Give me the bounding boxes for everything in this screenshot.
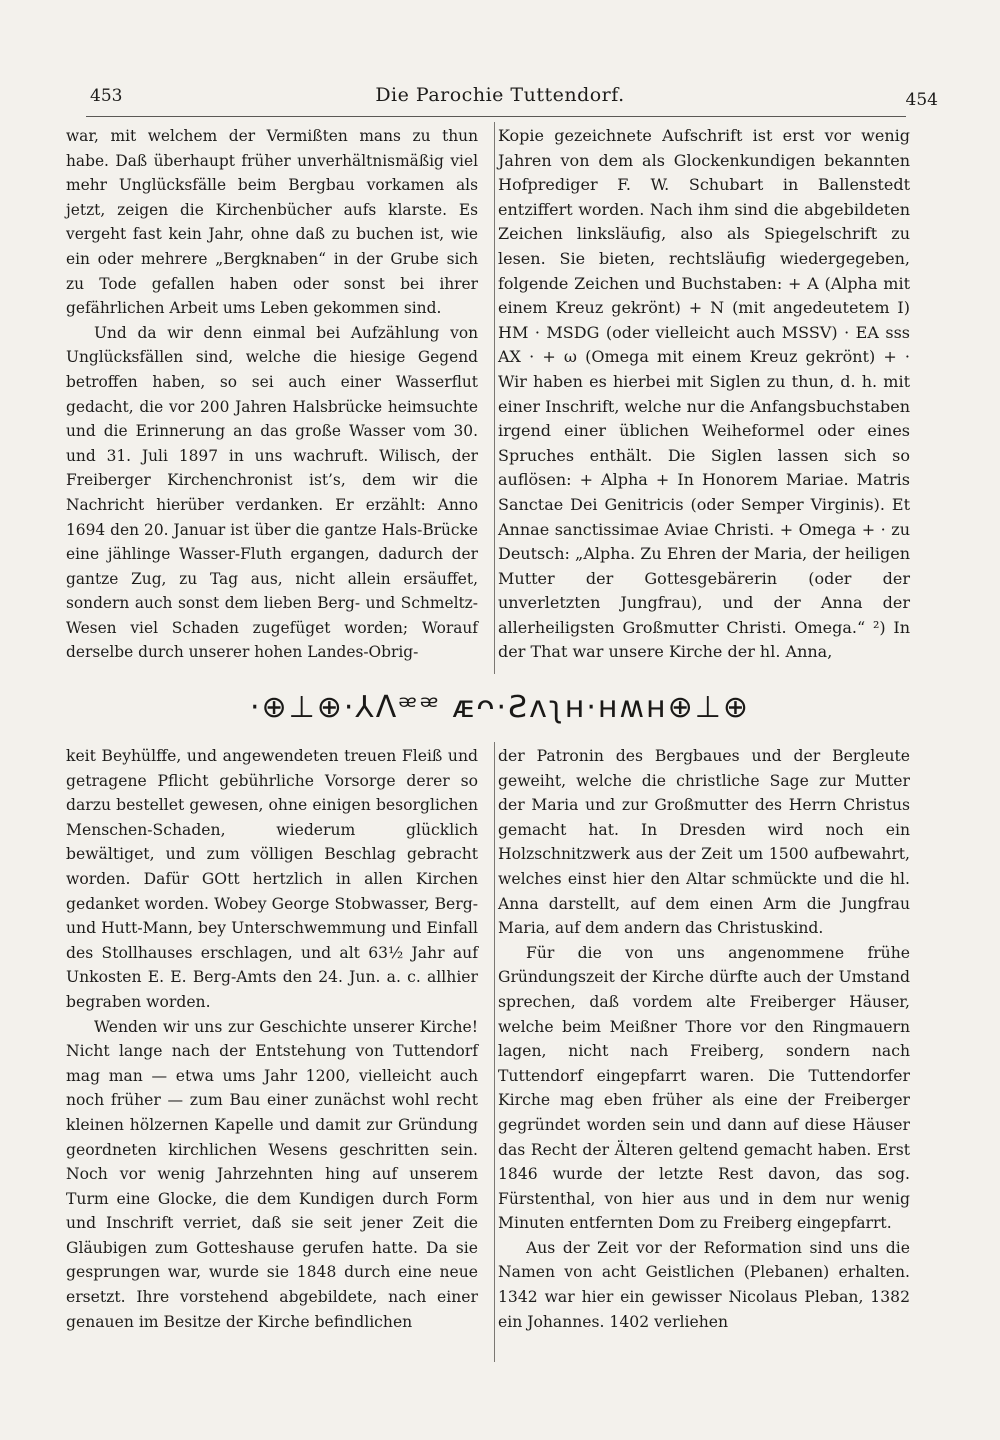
column-divider-bottom [494,742,495,1362]
column-bottom-left [66,744,478,1364]
column-top-right [498,124,910,674]
paragraph: der Patronin des Bergbaues und der Bergleute geweiht, welche die christliche Sage zur Mutter der Maria und zur Großmutter des Herrn Christus gemacht hat. In Dresden wird noch ein Holzschnitzwerk aus der Zeit um 1500 aufbewahrt, welches einst hier den Altar schmückte und die hl. Anna darstellt, auf dem einen Arm die Jungfrau Maria, auf dem andern das Christuskind. [498,747,910,938]
paragraph: Wenden wir uns zur Geschichte unserer Kirche! Nicht lange nach der Entstehung von Tuttendorf mag man — etwa ums Jahr 1200, vielleicht auch noch früher — zum Bau einer zunächst wohl recht kleinen hölzernen Kapelle und damit zur Gründung geordneten kirchlichen Wesens geschritten sein. Noch vor wenig Jahrzehnten hing auf unserem Turm eine Glocke, die dem Kundigen durch Form und Inschrift verriet, daß sie seit jener Zeit die Gläubigen zum Gotteshause gerufen hatte. Da sie gesprungen war, wurde sie 1848 durch eine neue ersetzt. Ihre vorstehend abgebildete, nach einer genauen im Besitze der Kirche befindlichen [66,1017,478,1331]
paragraph: war, mit welchem der Vermißten mans zu thun habe. Daß überhaupt früher unverhältnismäßig viel mehr Unglücksfälle beim Bergbau vorkamen als jetzt, zeigen die Kirchenbücher aufs klarste. Es vergeht fast kein Jahr, ohne daß zu buchen ist, wie ein oder mehrere „Bergknaben“ in der Grube sich zu Tode gefallen haben oder sonst bei ihrer gefährlichen Arbeit ums Leben gekommen sind. [66,127,478,318]
paragraph: Aus der Zeit vor der Reformation sind uns die Namen von acht Geistlichen (Plebanen) erhalten. 1342 war hier ein gewisser Nicolaus Pleban, 1382 ein Johannes. 1402 verliehen [498,1238,910,1331]
page-header [62,82,938,112]
paragraph: Kopie gezeichnete Aufschrift ist erst vor wenig Jahren von dem als Glockenkundigen bekannten Hofprediger F. W. Schubart in Ballenstedt entziffert worden. Nach ihm sind die abgebildeten Zeichen linksläufig, also als Spiegelschrift zu lesen. Sie bieten, rechtsläufig wiedergegeben, folgende Zeichen und Buchstaben: + A (Alpha mit einem Kreuz gekrönt) + N (mit angedeutetem I) HM · MSDG (oder vielleicht auch MSSV) · EA sss AX · + ω (Omega mit einem Kreuz gekrönt) + · Wir haben es hierbei mit Siglen zu thun, d. h. mit einer Inschrift, welche nur die Anfangsbuchstaben irgend einer üblichen Weiheformel oder eines Spruches enthält. Die Siglen lassen sich so auflösen: + Alpha + In Honorem Mariae. Matris Sanctae Dei Genitricis (oder Semper Virginis). Et Annae sanctissimae Aviae Christi. + Omega + · zu Deutsch: „Alpha. Zu Ehren der Maria, der heiligen Mutter der Gottesgebärerin (oder der unverletzten Jungfrau), und der Anna der allerheiligsten Großmutter Christi. Omega.“ ²) In der That war unsere Kirche der hl. Anna, [498,126,910,662]
column-divider-top [494,122,495,674]
paragraph: Für die von uns angenommene frühe Gründungszeit der Kirche dürfte auch der Umstand sprechen, daß vordem alte Freiberger Häuser, welche beim Meißner Thore vor den Ringmauern lagen, nicht nach Freiberg, sondern nach Tuttendorf eingepfarrt waren. Die Tuttendorfer Kirche mag eben früher als eine der Freiberger gegründet worden sein und dann auf diese Häuser das Recht der Älteren geltend gemacht haben. Erst 1846 wurde der letzte Rest davon, das sog. Fürstenthal, von hier aus und in dem nur wenig Minuten entfernten Dom zu Freiberg eingepfarrt. [498,943,910,1233]
page-number-left: 453 [90,86,123,106]
page-number-right: 454 [905,90,938,110]
paragraph: Und da wir denn einmal bei Aufzählung von Unglücksfällen sind, welche die hiesige Gegend betroffen haben, so sei auch einer Wasserflut gedacht, die vor 200 Jahren Halsbrücke heimsuchte und die Erinnerung an das große Wasser vom 30. und 31. Juli 1897 in uns wachruft. Wilisch, der Freiberger Kirchenchronist ist’s, dem wir die Nachricht hierüber verdanken. Er erzählt: Anno 1694 den 20. Januar ist über die gantze Hals-Brücke eine jählinge Wasser-Fluth ergangen, dadurch der gantze Zug, zu Tag aus, nicht allein ersäuffet, sondern auch sonst dem lieben Berg- und Schmeltz-Wesen viel Schaden zugefüget worden; Worauf derselbe durch unserer hohen Landes-Obrig- [66,323,478,662]
column-bottom-right [498,744,910,1364]
running-title: Die Parochie Tuttendorf. [375,84,625,106]
column-top-left [66,124,478,674]
paragraph: keit Beyhülffe, und angewendeten treuen Fleiß und getragene Pflicht gebührliche Vorsorge derer so darzu bestellet gewesen, ohne einigen besorglichen Menschen-Schaden, wiederum glücklich bewältiget, und zum völligen Beschlag gebracht worden. Dafür GOtt hertzlich in allen Kirchen gedanket worden. Wobey George Stobwasser, Berg- und Hutt-Mann, bey Unterschwemmung und Einfall des Stollhauses erschlagen, und alt 63½ Jahr auf Unkosten E. E. Berg-Amts den 24. Jun. a. c. allhier begraben worden. [66,747,478,1011]
bell-inscription: ·⊕⊥⊕·⅄Ʌᵆᵆ ᴁᴖ·Ƨᴧʅʜ·ʜʍʜ⊕⊥⊕ [249,689,751,725]
header-rule [86,116,906,117]
